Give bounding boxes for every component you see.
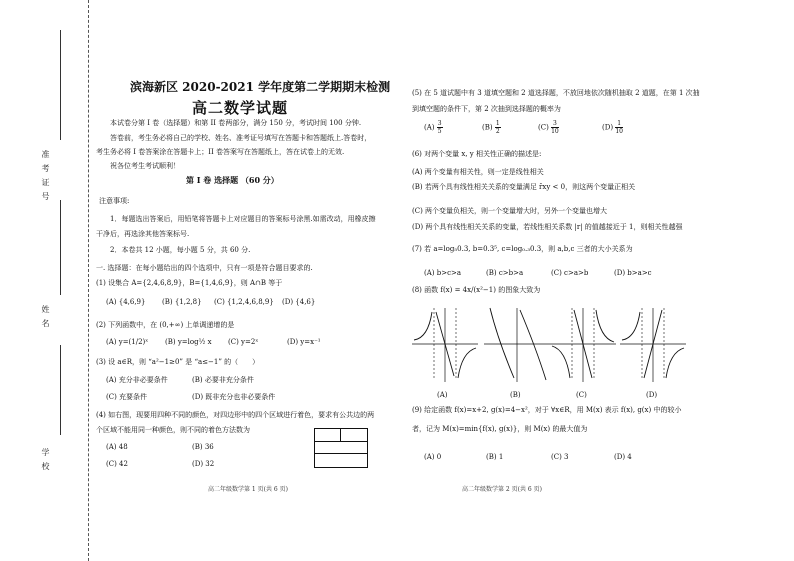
exam-title: 滨海新区 2020-2021 学年度第二学期期末检测: [130, 80, 391, 94]
q7-option-a[interactable]: (A) b>c>a: [424, 269, 462, 277]
q4-stem-line: 个区域不能用同一种颜色，则不同的着色方法数为: [96, 426, 250, 434]
intro-line: 答卷前，考生务必将自己的学校、姓名、准考证号填写在答题卡和答题纸上.答卷时，: [110, 134, 372, 142]
q5-option-c[interactable]: (C) $\frac{3}{10}$: [538, 120, 559, 135]
q9-option-c[interactable]: (C) 3: [551, 453, 569, 461]
q4-option-c[interactable]: (C) 42: [106, 460, 128, 468]
q3-stem: (3) 设 a∈R，则 “a²−1≥0” 是 “a≤−1” 的（ ）: [96, 358, 260, 366]
graph-d[interactable]: [620, 304, 686, 382]
exam-subtitle: 高二数学试题: [192, 99, 289, 117]
q9-stem-line: 者，记为 M(x)=min{f(x), g(x)}，则 M(x) 的最大值为: [412, 425, 588, 433]
graph-a[interactable]: [412, 304, 478, 382]
q7-option-d[interactable]: (D) b>a>c: [614, 269, 652, 277]
q2-option-b[interactable]: (B) y=log½ x: [165, 338, 212, 346]
q9-option-d[interactable]: (D) 4: [614, 453, 632, 461]
q5-option-a[interactable]: (A) $\frac{3}{5}$: [424, 120, 442, 135]
q2-option-c[interactable]: (C) y=2ˣ: [228, 338, 259, 346]
notice-line: 2．本卷共 12 小题，每小题 5 分，共 60 分.: [110, 246, 251, 254]
q1-option-b[interactable]: (B) {1,2,8}: [162, 298, 202, 306]
q4-option-d[interactable]: (D) 32: [192, 460, 215, 468]
q5-stem-line: (5) 在 5 道试题中有 3 道填空题和 2 道选择题，不放回地依次随机抽取 2 道题，在第 1 次抽: [412, 89, 700, 97]
q5-stem-line: 到填空题的条件下，第 2 次抽到选择题的概率为: [412, 105, 561, 113]
name-label: 姓名: [41, 305, 50, 333]
name-field[interactable]: [60, 345, 61, 435]
exam-number-field[interactable]: [60, 200, 61, 295]
intro-line: 本试卷分第 I 卷（选择题）和第 II 卷两部分，满分 150 分，考试时间 100 分钟.: [110, 119, 362, 127]
q3-option-d[interactable]: (D) 既非充分也非必要条件: [192, 393, 276, 401]
q4-option-b[interactable]: (B) 36: [192, 443, 214, 451]
intro-line: 考生务必将 I 卷答案涂在答题卡上；II 卷答案写在答题纸上，答在试卷上的无效.: [96, 148, 345, 156]
notice-line: 干净后，再选涂其他答案标号.: [96, 230, 190, 238]
region-diagram: [314, 428, 368, 468]
q1-stem: (1) 设集合 A={2,4,6,8,9}，B={1,4,6,9}，则 A∩B 等于: [96, 279, 283, 287]
top-rule: [60, 30, 61, 140]
q6-option-d[interactable]: (D) 两个具有线性相关关系的变量，若线性相关系数 |r| 的值越接近于 1，则相关性越强: [412, 223, 683, 231]
part1-heading: 第 I 卷 选择题 （60 分）: [186, 175, 279, 185]
exam-number-label: 准考证号: [41, 150, 50, 206]
q9-stem-line: (9) 给定函数 f(x)=x+2, g(x)=4−x²，对于 ∀x∈R，用 M(x) 表示 f(x), g(x) 中的较小: [412, 406, 682, 414]
q3-option-a[interactable]: (A) 充分非必要条件: [106, 376, 168, 384]
q9-option-a[interactable]: (A) 0: [424, 453, 442, 461]
q3-option-c[interactable]: (C) 充要条件: [106, 393, 148, 401]
q2-option-d[interactable]: (D) y=x⁻¹: [287, 338, 321, 346]
q1-option-c[interactable]: (C) {1,2,4,6,8,9}: [214, 298, 274, 306]
q5-option-d[interactable]: (D) $\frac{1}{10}$: [602, 120, 623, 135]
school-label: 学校: [41, 448, 50, 476]
graph-label-a: (A): [437, 391, 448, 399]
page-footer-2: 高二年级数学第 2 页(共 6 页): [462, 486, 542, 493]
q6-stem: (6) 对两个变量 x, y 相关性正确的描述是:: [412, 150, 542, 158]
q7-option-c[interactable]: (C) c>a>b: [551, 269, 589, 277]
graph-label-b: (B): [510, 391, 521, 399]
q8-stem: (8) 函数 f(x) = 4x/(x²−1) 的图象大致为: [412, 286, 541, 294]
binding-line: [88, 0, 89, 561]
q1-option-a[interactable]: (A) {4,6,9}: [106, 298, 146, 306]
q6-option-c[interactable]: (C) 两个变量负相关，则一个变量增大时，另外一个变量也增大: [412, 207, 608, 215]
q9-option-b[interactable]: (B) 1: [486, 453, 504, 461]
q4-stem-line: (4) 如右图，现要用四种不同的颜色，对四边形中的四个区域进行着色，要求有公共边的两: [96, 411, 375, 419]
q2-stem: (2) 下列函数中，在 (0,+∞) 上单调递增的是: [96, 321, 235, 329]
q6-option-a[interactable]: (A) 两个变量有相关性，则一定是线性相关: [412, 168, 544, 176]
q6-option-b[interactable]: (B) 若两个具有线性相关关系的变量满足 ȓxy < 0，则这两个变量正相关: [412, 183, 636, 191]
graph-label-c: (C): [576, 391, 587, 399]
graph-label-d: (D): [646, 391, 658, 399]
q7-option-b[interactable]: (B) c>b>a: [486, 269, 524, 277]
notice-heading: 注意事项:: [99, 197, 130, 205]
section-heading: 一. 选择题：在每小题给出的四个选项中，只有一项是符合题目要求的.: [96, 264, 313, 272]
q3-option-b[interactable]: (B) 必要非充分条件: [192, 376, 254, 384]
q7-stem: (7) 若 a=log₅0.3, b=0.3⁵, c=log₀.₃0.3，则 a,b,c 三者的大小关系为: [412, 245, 633, 253]
intro-line: 祝各位考生考试顺利！: [110, 162, 180, 170]
q5-option-b[interactable]: (B) $\frac{1}{2}$: [482, 120, 500, 135]
q2-option-a[interactable]: (A) y=(1/2)ˣ: [106, 338, 149, 346]
page-footer-1: 高二年级数学第 1 页(共 6 页): [208, 486, 288, 493]
q1-option-d[interactable]: (D) {4,6}: [282, 298, 316, 306]
notice-line: 1．每题选出答案后，用铅笔将答题卡上对应题目的答案标号涂黑.如需改动，用橡皮擦: [110, 215, 376, 223]
graph-c[interactable]: [550, 304, 616, 382]
q4-option-a[interactable]: (A) 48: [106, 443, 128, 451]
graph-b[interactable]: [484, 304, 550, 382]
